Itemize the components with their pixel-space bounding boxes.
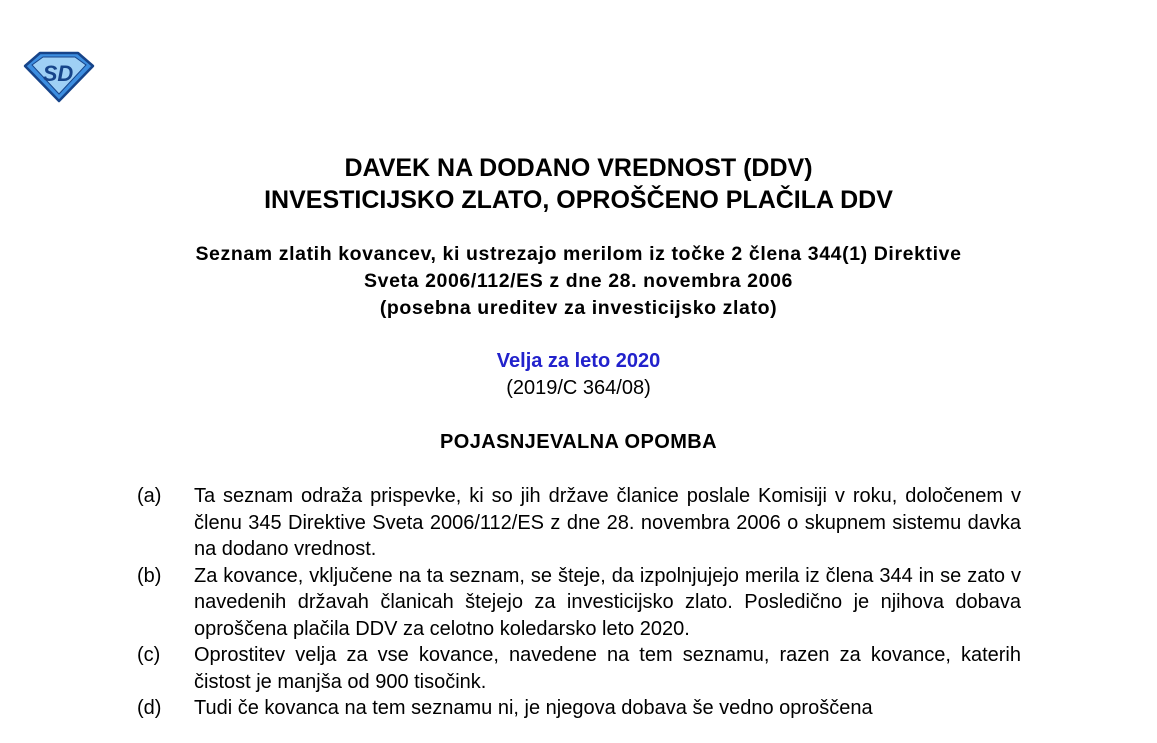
subtitle-line-2: Sveta 2006/112/ES z dne 28. novembra 2006 (364, 270, 793, 292)
document-subtitle (0, 241, 1157, 322)
subtitle-line-3: (posebna ureditev za investicijsko zlato) (379, 297, 778, 319)
note-item (137, 563, 1021, 643)
document-title (0, 152, 1157, 216)
note-text: Za kovance, vključene na ta seznam, se šteje, da izpolnjujejo merila iz člena 344 in se zato v navedenih državah članicah štejejo za investicijsko zlato. Posledično je njihova dobava oproščena plačila DDV za celotno koledarsko leto 2020. (194, 564, 1021, 640)
note-text: Tudi če kovanca na tem seznamu ni, je njegova dobava še vedno oproščena (194, 697, 873, 719)
note-letter: (a) (137, 485, 162, 507)
validity-label: Velja za leto 2020 (496, 350, 661, 372)
subtitle-line-1: Seznam zlatih kovancev, ki ustrezajo merilom iz točke 2 člena 344(1) Direktive (195, 243, 962, 265)
title-line-1: DAVEK NA DODANO VREDNOST (DDV) (344, 154, 813, 182)
note-text: Oprostitev velja za vse kovance, navedene na tem seznamu, razen za kovance, katerih čistost je manjša od 900 tisočink. (194, 644, 1021, 693)
svg-text:SD: SD (42, 61, 74, 86)
note-item (137, 483, 1021, 563)
section-heading: POJASNJEVALNA OPOMBA (440, 431, 717, 453)
reference-number: (2019/C 364/08) (506, 377, 651, 399)
note-letter: (c) (137, 644, 161, 666)
note-text: Ta seznam odraža prispevke, ki so jih države članice poslale Komisiji v roku, določenem v členu 345 Direktive Sveta 2006/112/ES z dne 28. novembra 2006 o skupnem sistemu davka na dodano vrednost. (194, 485, 1021, 560)
sd-logo-icon (22, 50, 96, 104)
note-item (137, 695, 1021, 722)
note-item (137, 642, 1021, 695)
notes-list (137, 483, 1021, 722)
note-letter: (d) (137, 697, 162, 719)
title-line-2: INVESTICIJSKO ZLATO, OPROŠČENO PLAČILA DDV (264, 186, 893, 214)
note-letter: (b) (137, 564, 162, 587)
